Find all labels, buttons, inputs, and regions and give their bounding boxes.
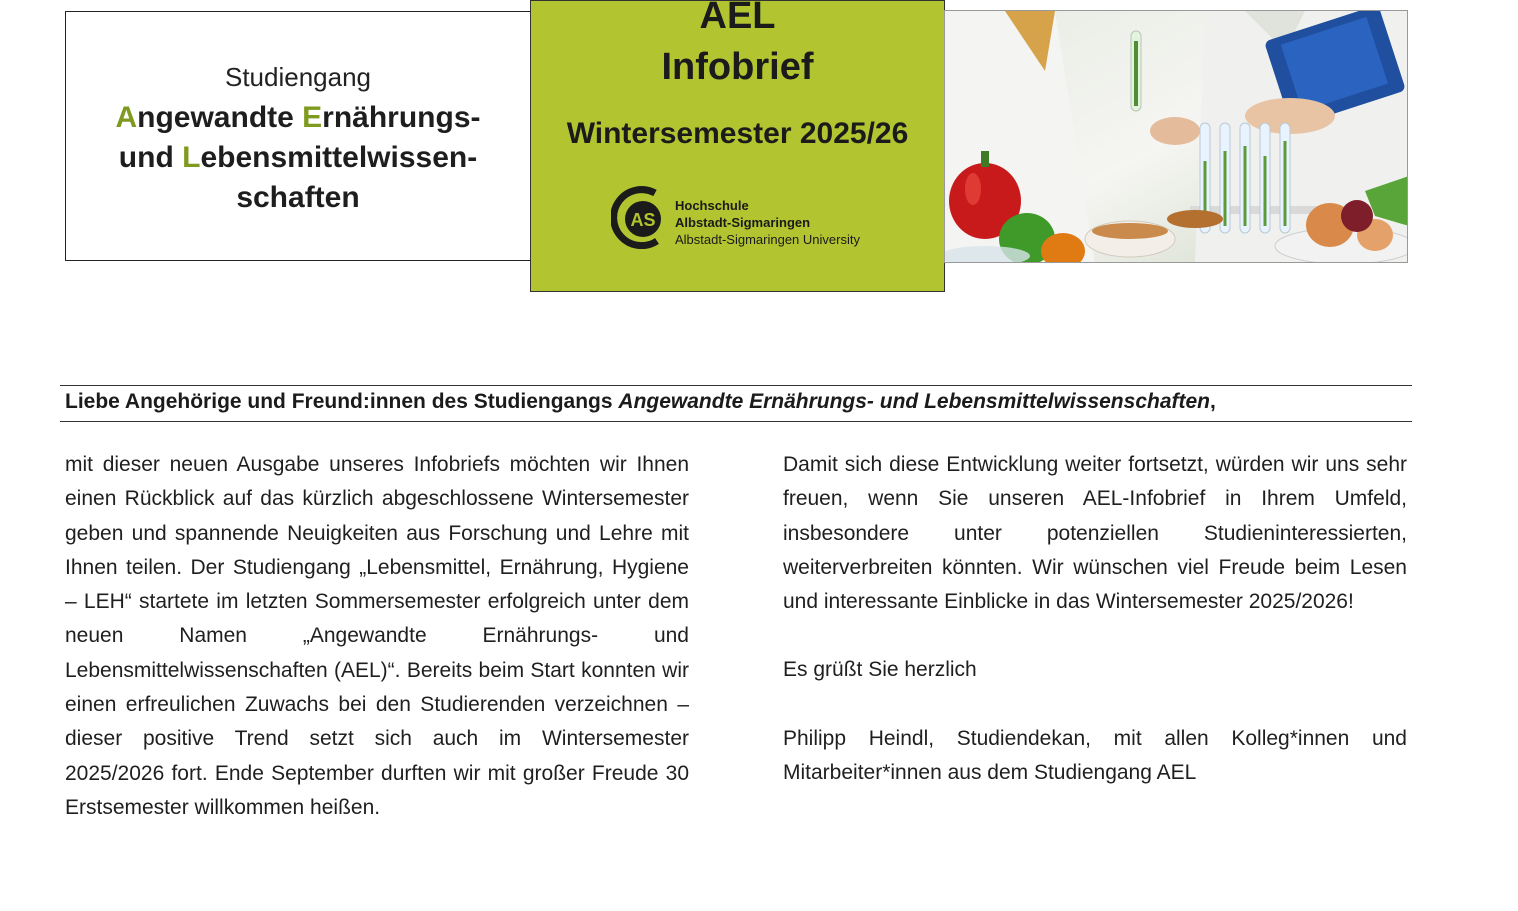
greeting: Es grüßt Sie herzlich [783,658,977,682]
hochschule-as-logo-icon [611,185,671,249]
paragraph-spacer [783,688,1407,722]
program-name-line-2 [66,138,530,178]
infobrief-title-block [530,0,945,292]
title-ael: AEL [699,0,776,37]
program-name-line-1 [66,98,530,138]
semester-label: Wintersemester 2025/26 [566,117,909,150]
program-name-part: ngewandte [137,101,303,134]
salutation-top-rule [60,385,1412,386]
logo-line-3: Albstadt-Sigmaringen University [675,232,860,247]
program-name-part: und [118,141,183,174]
logo-text [675,197,860,248]
logo-mark-text: AS [630,210,656,230]
program-name-part: rnährungs- [322,101,481,134]
initial-l: L [182,141,201,174]
program-name-part: ebensmittelwissen- [200,141,478,174]
program-kicker: Studiengang [224,62,372,92]
lab-food-illustration [945,11,1408,263]
initial-a: A [115,101,138,134]
closing-paragraph: Damit sich diese Entwicklung weiter fortsetzt, würden wir uns sehr freuen, wenn Sie unseren AEL-Infobrief in Ihrem Umfeld, insbesondere unter potenziellen Studieninteressierten, weiterverbreiten könnten. Wir wünschen viel Freude beim Lesen und interessante Einblicke in das Wintersemester 2025/2026! [783,453,1407,614]
program-name-line-3: schaften [236,181,360,214]
title-infobrief: Infobrief [661,46,814,88]
salutation-bottom-rule [60,421,1412,422]
paragraph-spacer [783,619,1407,653]
logo-line-2: Albstadt-Sigmaringen [675,215,811,230]
university-logo [611,185,871,251]
signature: Philipp Heindl, Studiendekan, mit allen Kolleg*innen und Mitarbeiter*innen aus dem Studiengang AEL [783,726,1407,785]
intro-paragraph: mit dieser neuen Ausgabe unseres Infobriefs möchten wir Ihnen einen Rückblick auf das kürzlich abgeschlossene Wintersemester geben und spannende Neuigkeiten aus Forschung und Lehre mit Ihnen teilen. Der Studiengang „Lebensmittel, Ernährung, Hygiene – LEH“ startete im letzten Sommersemester erfolgreich unter dem neuen Namen „Angewandte Ernährungs- und Lebensmittelwissenschaften (AEL)“. Bereits beim Start konnten wir einen erfreulichen Zuwachs bei den Studierenden verzeichnen – dieser positive Trend setzt sich auch im Wintersemester 2025/2026 fort. Ende September durften wir mit großer Freude 30 Erstsemester willkommen heißen. [65,453,689,819]
program-name [66,98,530,218]
body-column-right [783,448,1407,790]
initial-e: E [302,101,323,134]
salutation-program-name: Angewandte Ernährungs- und Lebensmittelwissenschaften [618,390,1210,413]
salutation-comma: , [1210,390,1216,413]
salutation-plain: Liebe Angehörige und Freund:innen des Studiengangs [65,390,619,413]
body-column-left [65,448,689,825]
salutation [65,390,1410,414]
lab-food-photo [944,10,1408,263]
program-name-box [65,11,531,261]
logo-line-1: Hochschule [675,198,749,213]
